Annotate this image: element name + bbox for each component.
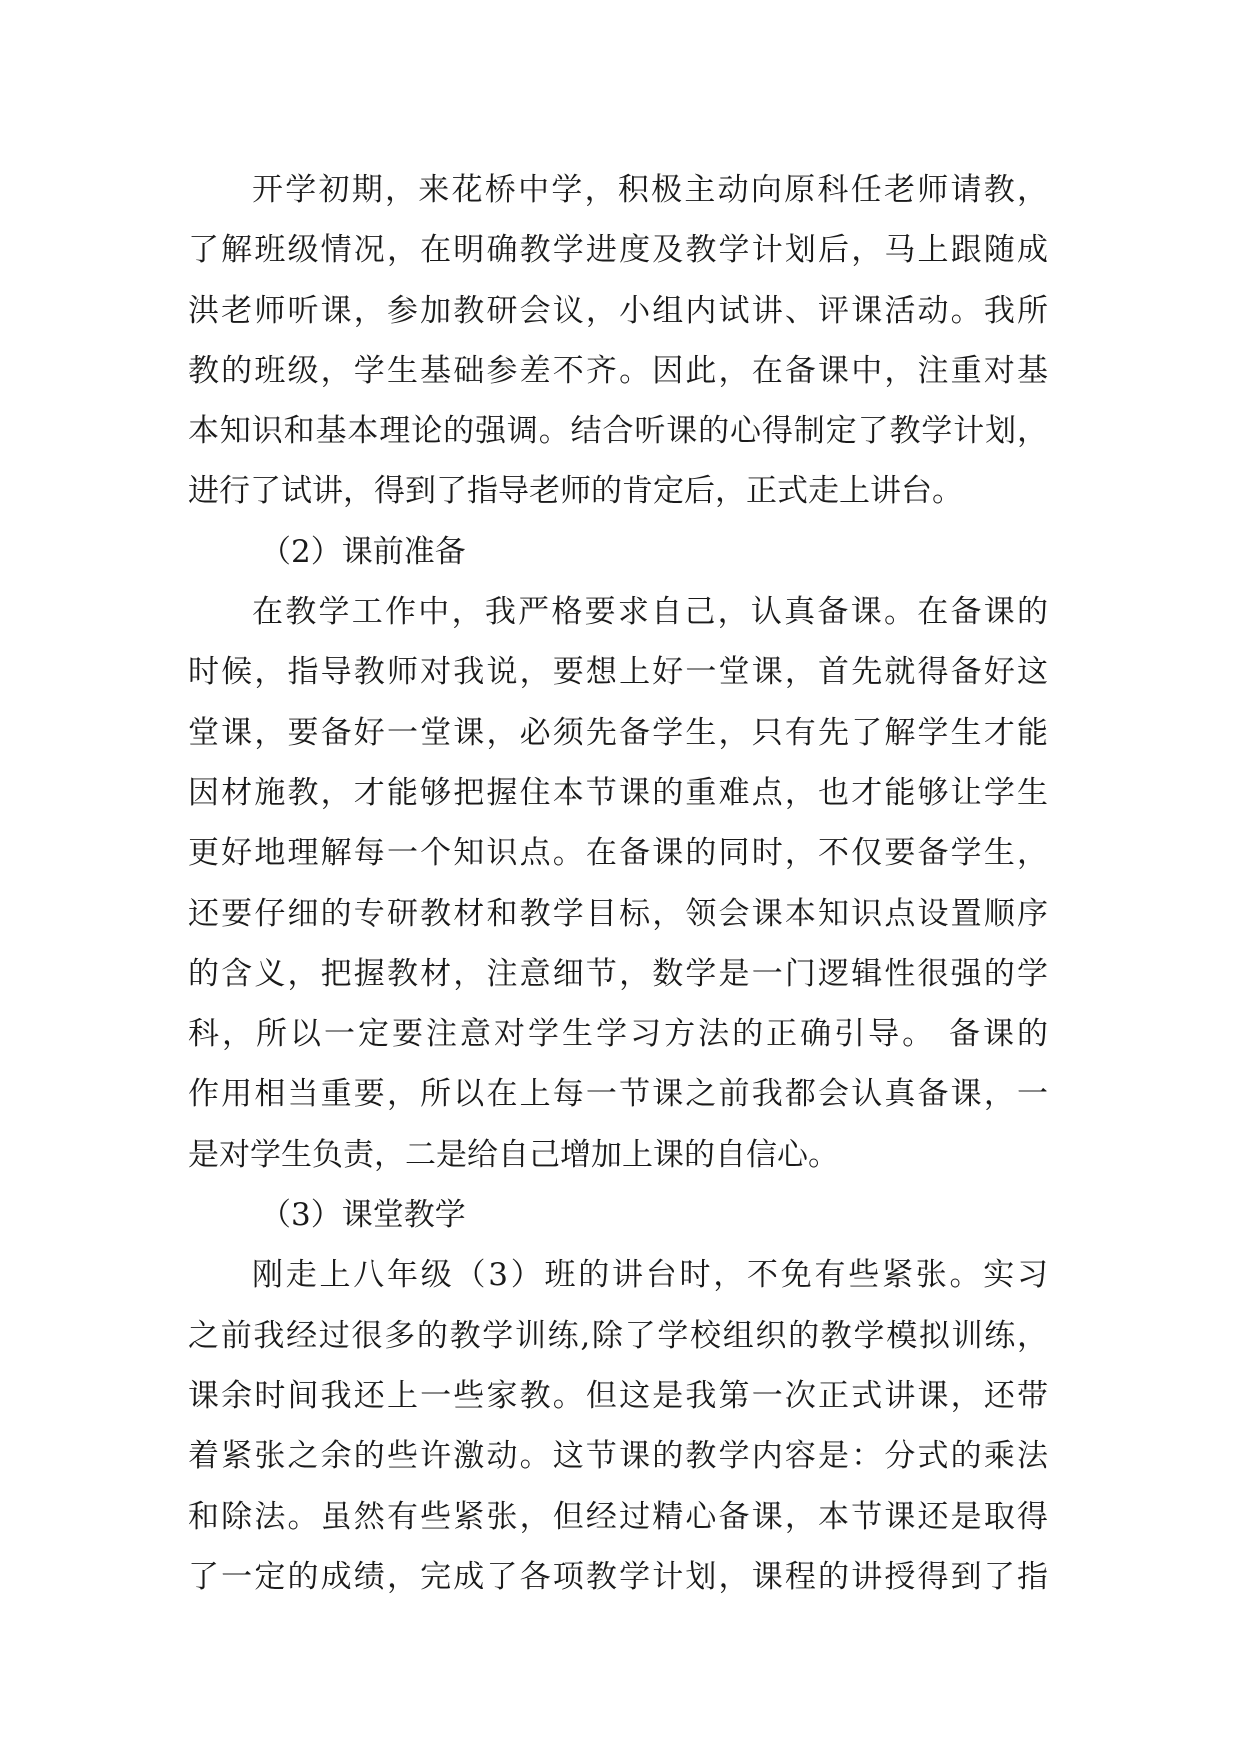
text-line: 开学初期，来花桥中学，积极主动向原科任老师请教， <box>252 172 1048 208</box>
text-line: 更好地理解每一个知识点。在备课的同时，不仅要备学生， <box>188 835 1048 872</box>
paragraph-intro <box>188 160 1048 522</box>
text-line: 和除法。虽然有些紧张，但经过精心备课，本节课还是取得 <box>188 1498 1048 1535</box>
text-line: 着紧张之余的些许激动。这节课的教学内容是：分式的乘法 <box>188 1438 1048 1475</box>
text-line: 的含义，把握教材，注意细节，数学是一门逻辑性很强的学 <box>188 955 1048 992</box>
text-line: 科，所以一定要注意对学生学习方法的正确引导。 备课的 <box>188 1016 1048 1053</box>
text-line: 还要仔细的专研教材和教学目标，领会课本知识点设置顺序 <box>188 895 1048 932</box>
text-line: 作用相当重要，所以在上每一节课之前我都会认真备课，一 <box>188 1076 1048 1113</box>
text-line: 因材施教，才能够把握住本节课的重难点，也才能够让学生 <box>188 774 1048 811</box>
text-line: 时候，指导教师对我说，要想上好一堂课，首先就得备好这 <box>188 654 1048 691</box>
text-line: 课余时间我还上一些家教。但这是我第一次正式讲课，还带 <box>188 1377 1048 1414</box>
text-line: 是对学生负责，二是给自己增加上课的自信心。 <box>188 1136 839 1173</box>
text-line: 洪老师听课，参加教研会议，小组内试讲、评课活动。我所 <box>188 292 1048 329</box>
text-line: 教的班级，学生基础参差不齐。因此，在备课中，注重对基 <box>188 352 1048 389</box>
text-line: 之前我经过很多的教学训练,除了学校组织的教学模拟训练， <box>188 1317 1048 1354</box>
text-line: 刚走上八年级（3）班的讲台时，不免有些紧张。实习 <box>252 1257 1048 1294</box>
text-line: 进行了试讲，得到了指导老师的肯定后，正式走上讲台。 <box>188 473 963 510</box>
paragraph-classroom-teaching <box>188 1245 1048 1607</box>
text-line: 本知识和基本理论的强调。结合听课的心得制定了教学计划， <box>188 413 1048 450</box>
paragraph-lesson-preparation <box>188 582 1048 1185</box>
section-heading-lesson-preparation: （2）课前准备 <box>260 533 466 570</box>
text-line: 了一定的成绩，完成了各项教学计划，课程的讲授得到了指 <box>188 1558 1048 1595</box>
document-page <box>188 160 1048 1607</box>
text-line: 了解班级情况，在明确教学进度及教学计划后，马上跟随成 <box>188 232 1048 269</box>
text-line: 在教学工作中，我严格要求自己，认真备课。在备课的 <box>252 594 1048 631</box>
section-heading-classroom-teaching: （3）课堂教学 <box>260 1197 466 1234</box>
text-line: 堂课，要备好一堂课，必须先备学生，只有先了解学生才能 <box>188 714 1048 751</box>
